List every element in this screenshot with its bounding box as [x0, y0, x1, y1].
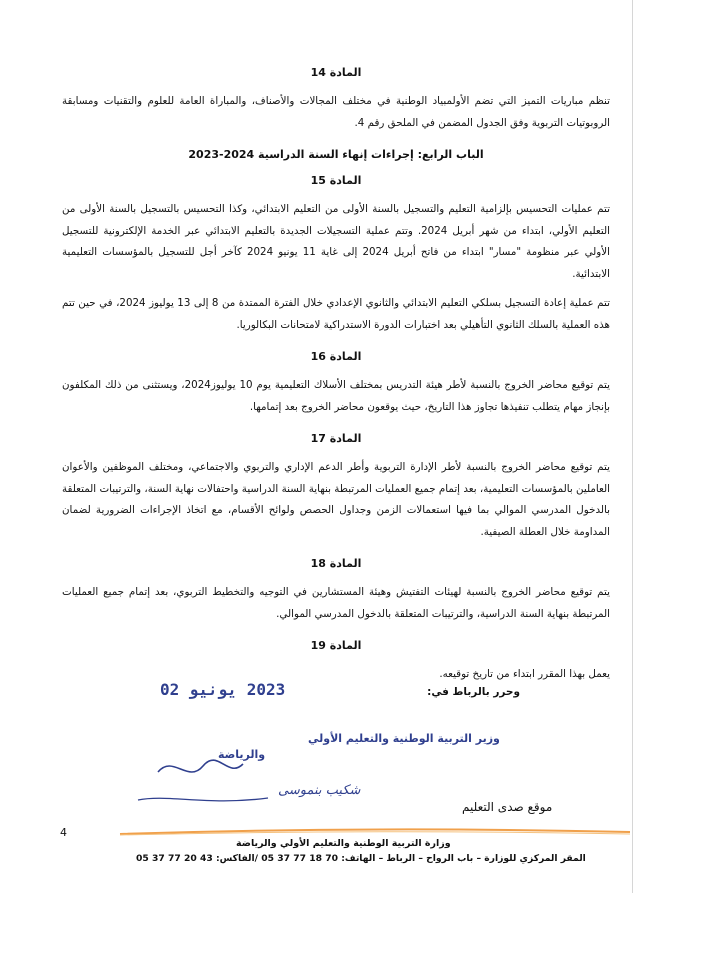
article-15-title: المادة 15 [310, 174, 362, 187]
minister-signature-stamp [118, 724, 500, 814]
footer-address: المقر المركزي للوزارة – باب الرواح – الرباط – الهاتف: 70 18 77 37 05 /الفاكس: 43 20 77 37 05 [136, 853, 586, 864]
article-14-title: المادة 14 [310, 66, 362, 79]
minister-title-line-2: والرياضة [218, 748, 266, 761]
footer-ministry-name: وزارة التربية الوطنية والتعليم الأولي والرياضة [236, 838, 451, 849]
article-19-text: يعمل بهذا المقرر ابتداء من تاريخ توقيعه. [439, 668, 610, 680]
signature-stroke-1 [158, 760, 243, 772]
article-17-text: يتم توقيع محاضر الخروج بالنسبة لأطر الإدارة التربوية وأطر الدعم الإداري والتربوي والاجتماعي، ومختلف الموظفين والأعوان العاملين بالمؤسسات التعليمية، بعد إتمام جميع العمليات المرتبطة بنهاية السنة الدراسية واحتفالات نهاية السنة، والترتيبات المتعلقة بالدخول المدرسي الموالي بما فيها استعمالات الزمن وجداول الحصص ولوائح الأقسام، مع اتخاذ الإجراءات الضرورية لضمان المداومة خلال العطلة الصيفية. [62, 461, 610, 538]
article-14-text: تنظم مباريات التميز التي تضم الأولمبياد الوطنية في مختلف المجالات والأصناف، والمباراة العامة للعلوم والتقنيات ومسابقة الروبوتيات التربوية وفق الجدول المضمن في الملحق رقم 4. [62, 95, 610, 129]
article-15-paragraph-2: تتم عملية إعادة التسجيل بسلكي التعليم الابتدائي والثانوي الإعدادي خلال الفترة الممتدة من 8 إلى 13 يوليوز 2024، في حين تتم هذه العملية بالسلك الثانوي التأهيلي بعد اختبارات الدورة الاستدراكية لامتحانات البكالوريا. [62, 297, 610, 331]
document-body [62, 66, 610, 694]
signing-place-date [160, 676, 520, 706]
minister-name: شكيب بنموسى [278, 783, 361, 798]
article-16-text: يتم توقيع محاضر الخروج بالنسبة لأطر هيئة التدريس بمختلف الأسلاك التعليمية يوم 10 يوليوز2024، ويستثنى من ذلك المكلفون بإنجاز مهام يتطلب تنفيذها تجاوز هذا التاريخ، حيث يوقعون محاضر الخروج بعد إتمامها. [62, 379, 610, 413]
article-19-title: المادة 19 [310, 639, 362, 652]
article-17-title: المادة 17 [310, 432, 362, 445]
article-18-title: المادة 18 [310, 557, 362, 570]
footer-decorative-rule [120, 828, 630, 836]
date-stamp: 2023 يونيو 02 [160, 680, 286, 699]
chapter-title: الباب الرابع: إجراءات إنهاء السنة الدراسية 2024-2023 [188, 148, 484, 161]
minister-title-line-1: وزير التربية الوطنية والتعليم الأولي [308, 732, 500, 745]
signing-place-label: وحرر بالرباط في: [427, 686, 520, 698]
signature-stroke-2 [138, 798, 268, 801]
website-watermark: موقع صدى التعليم [462, 800, 553, 814]
article-15-paragraph-1: تتم عمليات التحسيس بإلزامية التعليم والتسجيل بالسنة الأولى من التعليم الابتدائي، وكذا التحسيس بالتسجيل بالسنة الأولى من التعليم الأولي، ابتداء من شهر أبريل 2024. وتتم عملية التسجيلات الجديدة بالتعليم الابتدائي عبر الخدمة الإلكترونية للتسجيل الأولي عبر منظومة "مسار" ابتداء من فاتح أبريل 2024 إلى غاية 11 يونيو 2024 كآخر أجل للتسجيل بالمؤسسات التعليمية الابتدائية. [62, 203, 611, 280]
article-18-text: يتم توقيع محاضر الخروج بالنسبة لهيئات التفتيش وهيئة المستشارين في التوجيه والتخطيط التربوي، بعد إتمام جميع العمليات المرتبطة بنهاية السنة الدراسية، والترتيبات المتعلقة بالدخول المدرسي الموالي. [62, 586, 610, 620]
page-number: 4 [60, 826, 67, 839]
article-16-title: المادة 16 [310, 350, 362, 363]
